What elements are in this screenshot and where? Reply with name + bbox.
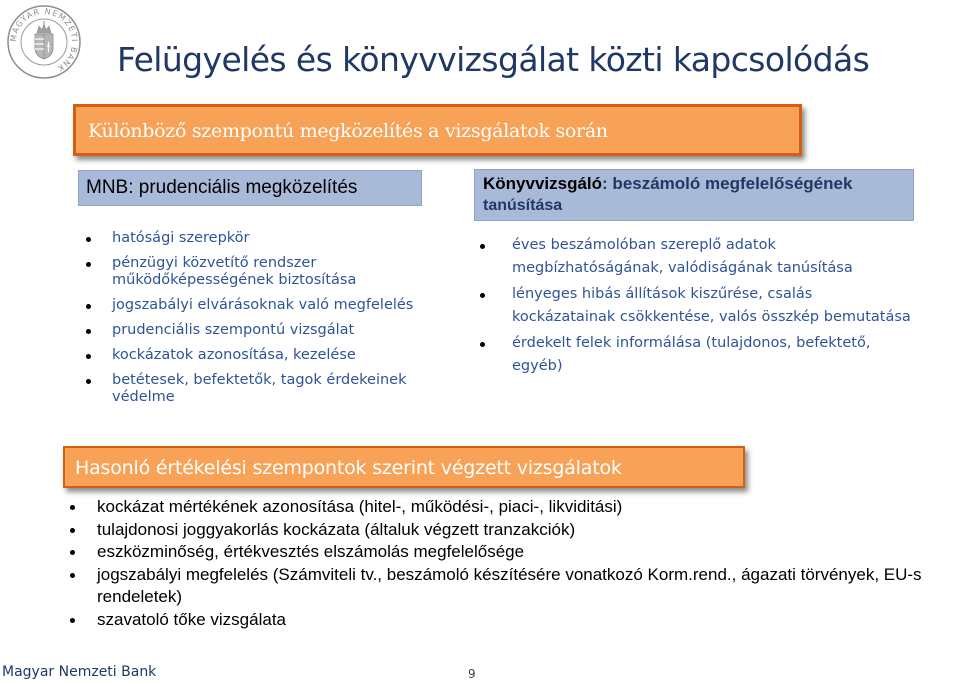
bullet-icon <box>70 505 75 510</box>
auditor-heading-line2: tanúsítása <box>483 197 563 214</box>
mnb-bullet-list <box>86 230 446 414</box>
bullet-icon <box>70 573 75 578</box>
bullet-icon <box>480 342 485 347</box>
list-item: betétesek, befektetők, tagok érdekeinek védelme <box>86 372 446 406</box>
bullet-icon <box>86 237 91 242</box>
list-item: jogszabályi megfelelés (Számviteli tv., beszámoló készítésére vonatkozó Korm.rend., ágazati törvények, EU-s rendeletek) <box>70 564 950 609</box>
auditor-bullet-list <box>480 234 920 381</box>
list-item: pénzügyi közvetítő rendszer működőképességének biztosítása <box>86 255 446 289</box>
approach-banner-text: Különböző szempontú megközelítés a vizsgálatok során <box>88 120 608 142</box>
mnb-logo <box>6 4 82 80</box>
page-title: Felügyelés és könyvvizsgálat közti kapcsolódás <box>117 40 870 79</box>
bullet-icon <box>86 329 91 334</box>
mnb-heading: MNB: prudenciális megközelítés <box>86 177 358 198</box>
bullet-icon <box>86 304 91 309</box>
list-item: szavatoló tőke vizsgálata <box>70 609 950 632</box>
bullet-icon <box>86 379 91 384</box>
similar-criteria-text: Hasonló értékelési szempontok szerint végzett vizsgálatok <box>75 457 622 479</box>
list-item: lényeges hibás állítások kiszűrése, csalás kockázatainak csökkentése, valós összkép bemutatása <box>480 283 920 329</box>
list-item: érdekelt felek informálása (tulajdonos, befektető, egyéb) <box>480 332 920 378</box>
list-item: kockázat mértékének azonosítása (hitel-, működési-, piaci-, likviditási) <box>70 496 950 519</box>
list-item: eszközminőség, értékvesztés elszámolás megfelelősége <box>70 541 950 564</box>
auditor-heading-line1 <box>483 174 852 194</box>
list-item: kockázatok azonosítása, kezelése <box>86 347 446 364</box>
list-item: tulajdonosi joggyakorlás kockázata (általuk végzett tranzakciók) <box>70 519 950 542</box>
auditor-heading-bold: Könyvvizsgáló <box>483 174 603 193</box>
bullet-icon <box>86 354 91 359</box>
similar-criteria-banner <box>63 446 745 488</box>
list-item: prudenciális szempontú vizsgálat <box>86 322 446 339</box>
bullet-icon <box>70 528 75 533</box>
mnb-heading-box <box>78 170 422 206</box>
auditor-heading-box <box>474 169 914 221</box>
common-criteria-list <box>70 496 950 631</box>
approach-banner <box>73 104 802 156</box>
logo-ring-text: MAGYAR NEMZETI BANK <box>8 6 80 74</box>
list-item: hatósági szerepkör <box>86 230 446 247</box>
bullet-icon <box>70 618 75 623</box>
bullet-icon <box>480 244 485 249</box>
auditor-heading-rest: : beszámoló megfelelőségének <box>602 174 853 193</box>
bullet-icon <box>86 262 91 267</box>
footer-bank-name: Magyar Nemzeti Bank <box>2 664 157 680</box>
bullet-icon <box>70 550 75 555</box>
page-number: 9 <box>468 667 476 681</box>
bullet-icon <box>480 293 485 298</box>
list-item: jogszabályi elvárásoknak való megfelelés <box>86 297 446 314</box>
list-item: éves beszámolóban szereplő adatok megbízhatóságának, valódiságának tanúsítása <box>480 234 920 280</box>
